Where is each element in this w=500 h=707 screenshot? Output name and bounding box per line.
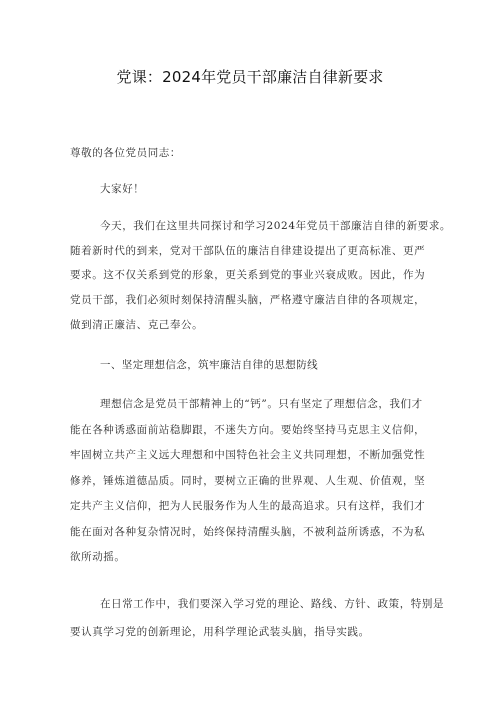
paragraph-1-line-3: 要求。这不仅关系到党的形象，更关系到党的事业兴衰成败。因此，作为 (70, 269, 426, 281)
paragraph-2-line-2: 能在各种诱惑面前站稳脚跟，不迷失方向。要始终坚持马克思主义信仰， (70, 424, 426, 436)
paragraph-3-line-1: 在日常工作中，我们要深入学习党的理论、路线、方针、政策，特别是 (100, 598, 445, 610)
paragraph-1-line-4: 党员干部，我们必须时刻保持清醒头脑，严格遵守廉洁自律的各项规定， (70, 294, 426, 306)
paragraph-2-line-6: 能在面对各种复杂情况时，始终保持清醒头脑，不被利益所诱惑，不为私 (70, 526, 426, 538)
document-title: 党课：2024年党员干部廉洁自律新要求 (116, 68, 384, 86)
paragraph-2-line-3: 牢固树立共产主义远大理想和中国特色社会主义共同理想，不断加强党性 (70, 449, 426, 461)
salutation: 尊敬的各位党员同志： (70, 147, 181, 159)
paragraph-2-line-7: 欲所动摇。 (70, 551, 126, 563)
section-heading-1: 一、坚定理想信念，筑牢廉洁自律的思想防线 (100, 359, 318, 371)
paragraph-2-line-5: 定共产主义信仰，把为人民服务作为人生的最高追求。只有这样，我们才 (70, 500, 426, 512)
paragraph-2-line-1: 理想信念是党员干部精神上的“钙”。只有坚定了理想信念，我们才 (100, 398, 423, 410)
paragraph-1-line-1: 今天，我们在这里共同探讨和学习2024年党员干部廉洁自律的新要求。 (100, 220, 452, 232)
paragraph-1-line-5: 做到清正廉洁、克己奉公。 (70, 319, 204, 331)
paragraph-1-line-2: 随着新时代的到来，党对干部队伍的廉洁自律建设提出了更高标准、更严 (70, 245, 426, 257)
paragraph-3-line-2: 要认真学习党的创新理论，用科学理论武装头脑，指导实践。 (70, 626, 370, 638)
paragraph-2-line-4: 修养，锤炼道德品质。同时，要树立正确的世界观、人生观、价值观，坚 (70, 475, 426, 487)
greeting: 大家好！ (100, 183, 145, 195)
